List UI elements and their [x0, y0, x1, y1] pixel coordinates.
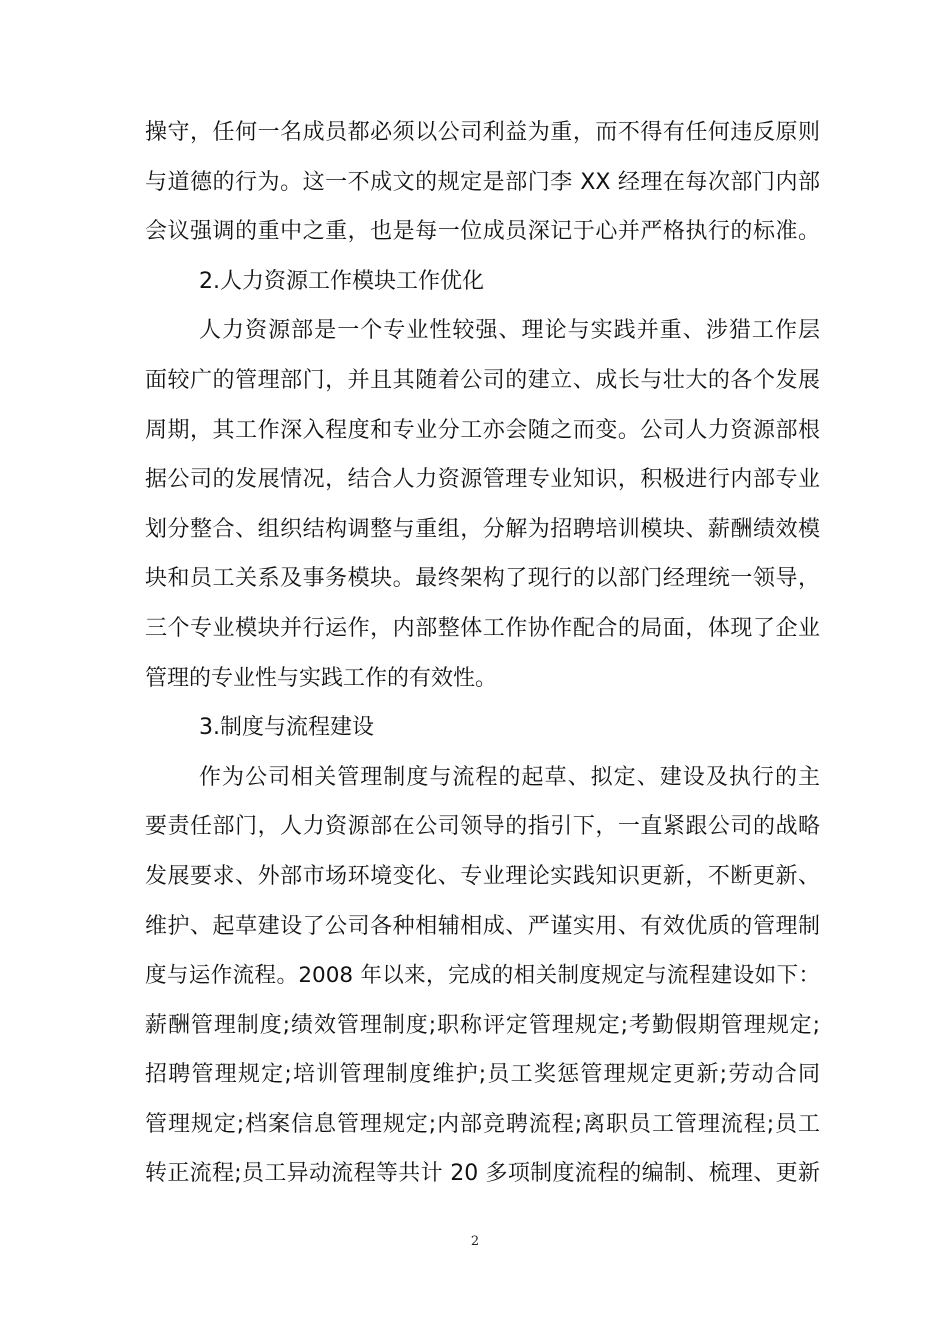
text-line: 与道德的行为。这一不成文的规定是部门李 XX 经理在每次部门内部: [145, 169, 820, 195]
text-line: 操守，任何一名成员都必须以公司利益为重，而不得有任何违反原则: [145, 120, 820, 145]
text-line: 作为公司相关管理制度与流程的起草、拟定、建设及执行的主: [199, 764, 820, 790]
text-line: 三个专业模块并行运作，内部整体工作协作配合的局面，体现了企业: [145, 615, 820, 641]
text-line: 会议强调的重中之重，也是每一位成员深记于心并严格执行的标准。: [145, 219, 820, 245]
text-line: 招聘管理规定;培训管理制度维护;员工奖惩管理规定更新;劳动合同: [145, 1062, 820, 1088]
text-line: 要责任部门，人力资源部在公司领导的指引下，一直紧跟公司的战略: [145, 814, 820, 840]
section-heading: 2.人力资源工作模块工作优化: [199, 268, 484, 294]
text-line: 人力资源部是一个专业性较强、理论与实践并重、涉猎工作层: [199, 318, 820, 344]
text-line: 度与运作流程。2008 年以来，完成的相关制度规定与流程建设如下：: [145, 963, 820, 989]
text-line: 薪酬管理制度;绩效管理制度;职称评定管理规定;考勤假期管理规定;: [145, 1012, 820, 1038]
text-line: 转正流程;员工异动流程等共计 20 多项制度流程的编制、梳理、更新: [145, 1161, 820, 1187]
body-text: [145, 108, 820, 1199]
text-line: 面较广的管理部门，并且其随着公司的建立、成长与壮大的各个发展: [145, 367, 820, 393]
text-line: 块和员工关系及事务模块。最终架构了现行的以部门经理统一领导，: [145, 566, 820, 592]
text-line: 管理的专业性与实践工作的有效性。: [145, 665, 498, 691]
text-line: 划分整合、组织结构调整与重组，分解为招聘培训模块、薪酬绩效模: [145, 516, 820, 542]
page-number: 2: [470, 1234, 480, 1249]
text-line: 管理规定;档案信息管理规定;内部竞聘流程;离职员工管理流程;员工: [145, 1111, 820, 1137]
text-line: 据公司的发展情况，结合人力资源管理专业知识，积极进行内部专业: [145, 467, 820, 493]
text-line: 周期，其工作深入程度和专业分工亦会随之而变。公司人力资源部根: [145, 417, 820, 443]
section-heading: 3.制度与流程建设: [199, 715, 374, 741]
text-line: 维护、起草建设了公司各种相辅相成、严谨实用、有效优质的管理制: [145, 913, 820, 939]
text-line: 发展要求、外部市场环境变化、专业理论实践知识更新，不断更新、: [145, 863, 820, 889]
